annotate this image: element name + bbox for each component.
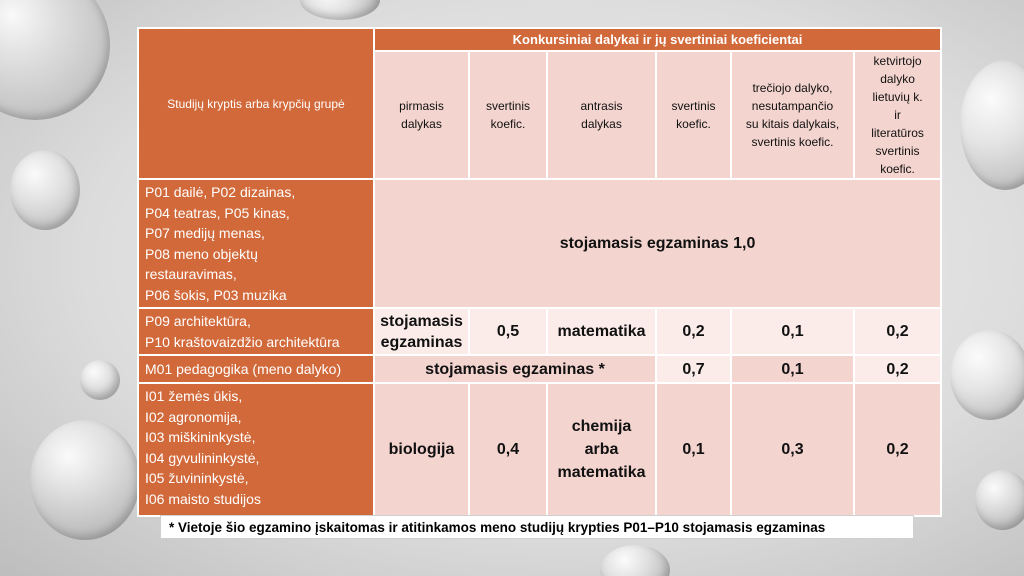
- top-header-cell: [374, 28, 941, 51]
- row-label-agriculture: I01 žemės ūkis, I02 agronomija, I03 miškininkystė, I04 gyvulininkystė, I05 žuvininkystė, I06 maisto studijos: [138, 383, 374, 516]
- weight-2-cell: 0,1: [656, 383, 731, 516]
- weight-3-cell: 0,1: [731, 355, 854, 383]
- col-header-weight-2: svertinis koefic.: [656, 51, 731, 179]
- decorative-drop: [960, 60, 1024, 190]
- weight-3-cell: 0,1: [731, 308, 854, 355]
- footnote: * Vietoje šio egzamino įskaitomas ir atitinkamos meno studijų krypties P01–P10 stojamasis egzaminas: [160, 515, 914, 539]
- decorative-drop: [30, 420, 140, 540]
- merged-exam-star-cell: stojamasis egzaminas *: [374, 355, 656, 383]
- col-header-third-subject: trečiojo dalyko, nesutampančio su kitais dalykais, svertinis koefic.: [731, 51, 854, 179]
- second-subject-cell: matematika: [547, 308, 656, 355]
- col-header-second-subject: antrasis dalykas: [547, 51, 656, 179]
- weight-4-cell: 0,2: [854, 355, 941, 383]
- exam-weight-text: stojamasis egzaminas 1,0: [559, 235, 756, 252]
- decorative-drop: [950, 330, 1024, 420]
- row-label-architecture: P09 architektūra, P10 kraštovaizdžio architektūra: [138, 308, 374, 355]
- weight-4-cell: 0,2: [854, 383, 941, 516]
- col-header-first-subject: pirmasis dalykas: [374, 51, 469, 179]
- row-label-arts: P01 dailė, P02 dizainas, P04 teatras, P05 kinas, P07 medijų menas, P08 meno objektų restauravimas, P06 šokis, P03 muzika: [138, 179, 374, 308]
- decorative-drop: [0, 0, 110, 120]
- decorative-drop: [10, 150, 80, 230]
- row-header-label: Studijų kryptis arba krypčių grupė: [167, 96, 345, 111]
- col-header-fourth-subject: ketvirtojo dalyko lietuvių k. ir literatūros svertinis koefic.: [854, 51, 941, 179]
- weight-2-cell: 0,7: [656, 355, 731, 383]
- weight-4-cell: 0,2: [854, 308, 941, 355]
- decorative-drop: [300, 0, 380, 20]
- second-subject-cell: chemija arba matematika: [547, 383, 656, 516]
- first-subject-cell: biologija: [374, 383, 469, 516]
- subjects-table: [137, 27, 942, 517]
- weight-1-cell: 0,4: [469, 383, 547, 516]
- col-header-weight-1: svertinis koefic.: [469, 51, 547, 179]
- decorative-drop: [600, 545, 670, 576]
- row-label-pedagogy: M01 pedagogika (meno dalyko): [138, 355, 374, 383]
- weight-2-cell: 0,2: [656, 308, 731, 355]
- merged-exam-cell: [374, 179, 941, 308]
- row-header-label-cell: [138, 28, 374, 179]
- weight-1-cell: 0,5: [469, 308, 547, 355]
- first-subject-cell: stojamasis egzaminas: [374, 308, 469, 355]
- weight-3-cell: 0,3: [731, 383, 854, 516]
- top-header: Konkursiniai dalykai ir jų svertiniai koeficientai: [512, 31, 803, 47]
- decorative-drop: [975, 470, 1024, 530]
- decorative-drop: [80, 360, 120, 400]
